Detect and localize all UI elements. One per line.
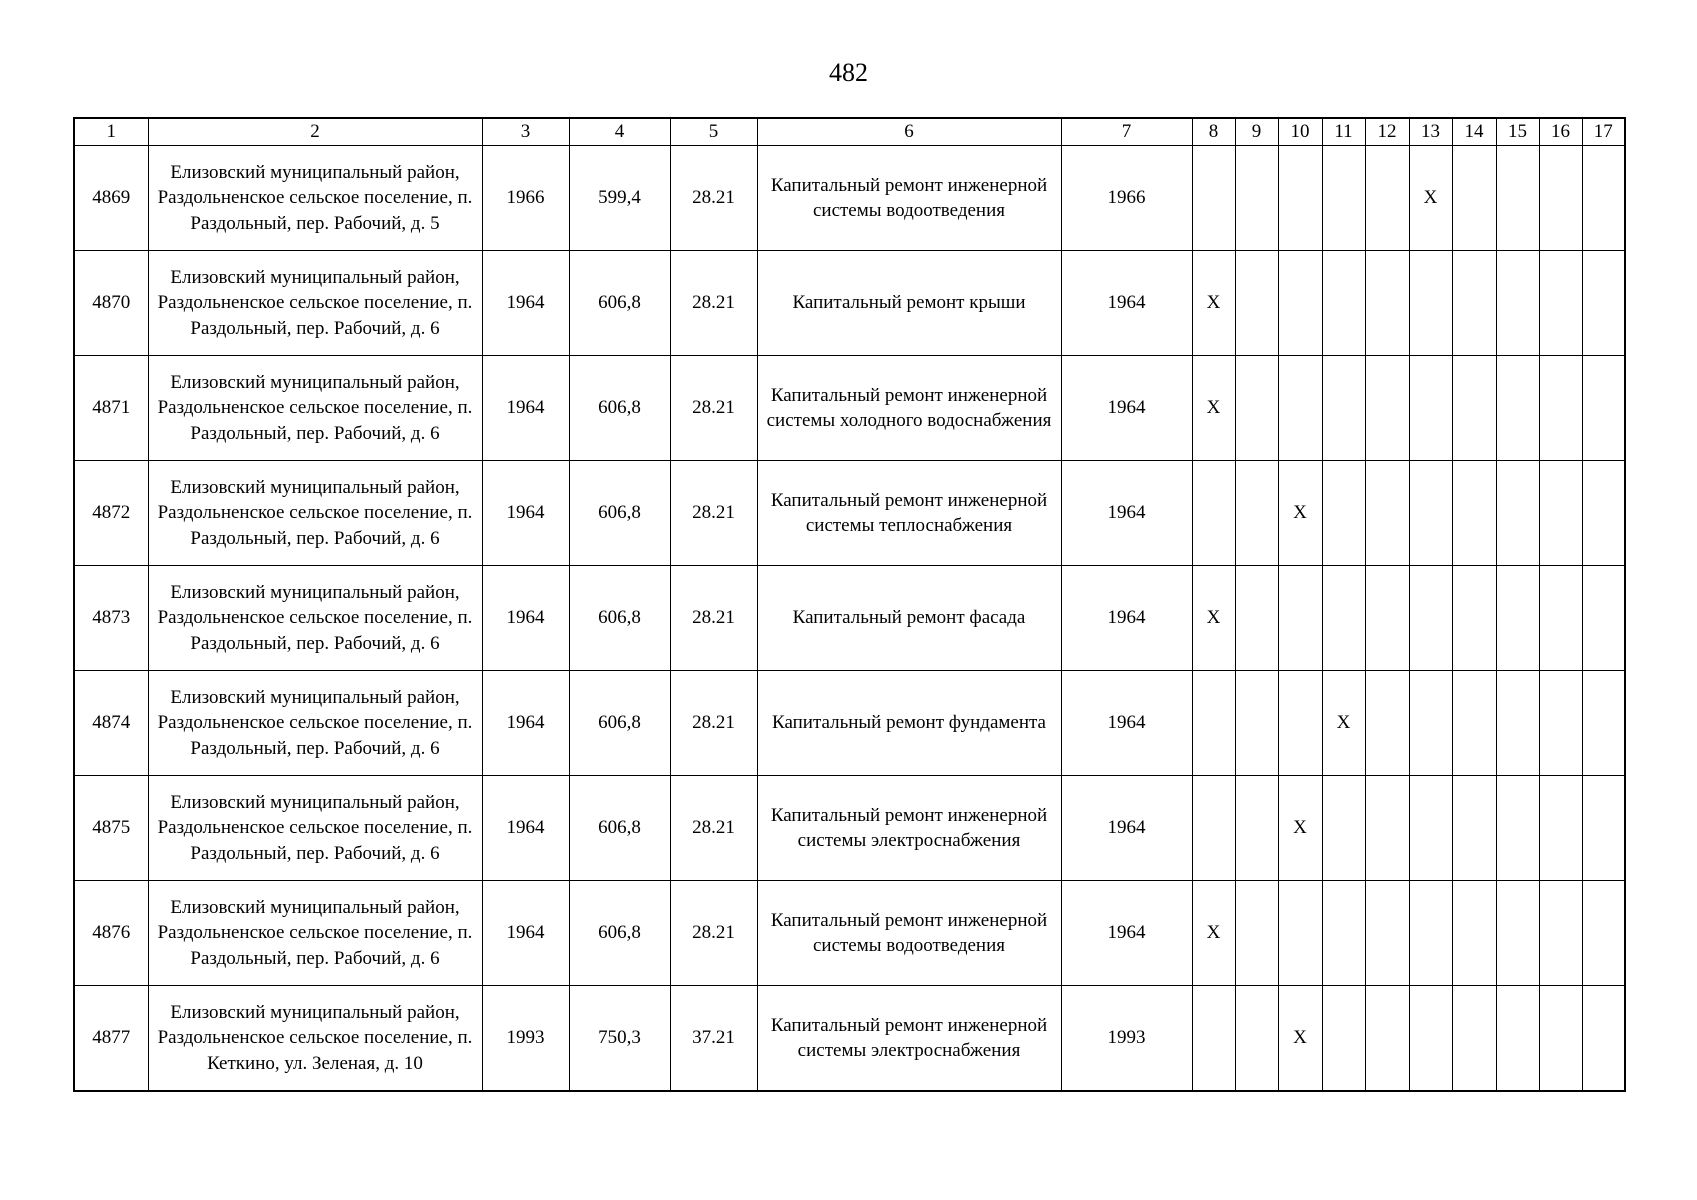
mark-cell-col-14 — [1452, 776, 1496, 881]
mark-cell-col-15 — [1496, 356, 1539, 461]
area-cell: 606,8 — [569, 881, 670, 986]
area-cell: 606,8 — [569, 671, 670, 776]
mark-cell-col-13 — [1409, 776, 1452, 881]
mark-cell-col-14 — [1452, 461, 1496, 566]
column-header-3: 3 — [482, 118, 569, 146]
mark-cell-col-16 — [1539, 776, 1582, 881]
mark-cell-col-9 — [1235, 566, 1278, 671]
mark-cell-col-10 — [1278, 881, 1322, 986]
mark-cell-col-17 — [1582, 776, 1625, 881]
mark-cell-col-8: X — [1192, 566, 1235, 671]
mark-cell-col-16 — [1539, 356, 1582, 461]
column-header-14: 14 — [1452, 118, 1496, 146]
mark-cell-col-10 — [1278, 356, 1322, 461]
mark-cell-col-8: X — [1192, 881, 1235, 986]
planned-year-cell: 1966 — [1061, 146, 1192, 251]
planned-year-cell: 1964 — [1061, 566, 1192, 671]
year-built-cell: 1964 — [482, 251, 569, 356]
mark-cell-col-17 — [1582, 881, 1625, 986]
column-header-9: 9 — [1235, 118, 1278, 146]
mark-cell-col-8 — [1192, 986, 1235, 1092]
page-number: 482 — [829, 58, 868, 87]
mark-cell-col-8 — [1192, 671, 1235, 776]
mark-cell-col-14 — [1452, 356, 1496, 461]
row-number: 4877 — [74, 986, 148, 1092]
column-header-6: 6 — [757, 118, 1061, 146]
column-header-8: 8 — [1192, 118, 1235, 146]
table-row — [74, 461, 1625, 566]
rate-cell: 28.21 — [670, 671, 757, 776]
column-header-2: 2 — [148, 118, 482, 146]
work-type-cell: Капитальный ремонт фундамента — [757, 671, 1061, 776]
mark-cell-col-17 — [1582, 986, 1625, 1092]
mark-cell-col-10 — [1278, 251, 1322, 356]
work-type-cell: Капитальный ремонт инженерной системы холодного водоснабжения — [757, 356, 1061, 461]
mark-cell-col-16 — [1539, 881, 1582, 986]
mark-cell-col-12 — [1365, 671, 1409, 776]
mark-cell-col-13 — [1409, 251, 1452, 356]
mark-cell-col-11 — [1322, 986, 1365, 1092]
address-cell: Елизовский муниципальный район, Раздольненское сельское поселение, п. Кеткино, ул. Зеленая, д. 10 — [148, 986, 482, 1092]
table-row — [74, 251, 1625, 356]
mark-cell-col-13 — [1409, 566, 1452, 671]
column-header-10: 10 — [1278, 118, 1322, 146]
rate-cell: 28.21 — [670, 566, 757, 671]
planned-year-cell: 1964 — [1061, 461, 1192, 566]
mark-cell-col-17 — [1582, 146, 1625, 251]
table-body — [74, 118, 1625, 1091]
mark-cell-col-9 — [1235, 881, 1278, 986]
mark-cell-col-12 — [1365, 881, 1409, 986]
planned-year-cell: 1964 — [1061, 356, 1192, 461]
year-built-cell: 1964 — [482, 566, 569, 671]
column-header-5: 5 — [670, 118, 757, 146]
repair-schedule-table — [73, 117, 1626, 1092]
mark-cell-col-15 — [1496, 251, 1539, 356]
area-cell: 606,8 — [569, 356, 670, 461]
table-row — [74, 146, 1625, 251]
year-built-cell: 1966 — [482, 146, 569, 251]
row-number: 4873 — [74, 566, 148, 671]
address-cell: Елизовский муниципальный район, Раздольненское сельское поселение, п. Раздольный, пер. Рабочий, д. 6 — [148, 461, 482, 566]
area-cell: 606,8 — [569, 251, 670, 356]
address-cell: Елизовский муниципальный район, Раздольненское сельское поселение, п. Раздольный, пер. Рабочий, д. 6 — [148, 566, 482, 671]
rate-cell: 28.21 — [670, 461, 757, 566]
mark-cell-col-9 — [1235, 776, 1278, 881]
mark-cell-col-9 — [1235, 986, 1278, 1092]
table-row — [74, 881, 1625, 986]
address-cell: Елизовский муниципальный район, Раздольненское сельское поселение, п. Раздольный, пер. Рабочий, д. 5 — [148, 146, 482, 251]
column-header-12: 12 — [1365, 118, 1409, 146]
mark-cell-col-16 — [1539, 566, 1582, 671]
address-cell: Елизовский муниципальный район, Раздольненское сельское поселение, п. Раздольный, пер. Рабочий, д. 6 — [148, 881, 482, 986]
table-row — [74, 986, 1625, 1092]
mark-cell-col-9 — [1235, 251, 1278, 356]
mark-cell-col-15 — [1496, 986, 1539, 1092]
mark-cell-col-15 — [1496, 146, 1539, 251]
mark-cell-col-9 — [1235, 356, 1278, 461]
mark-cell-col-11 — [1322, 881, 1365, 986]
mark-cell-col-16 — [1539, 146, 1582, 251]
mark-cell-col-12 — [1365, 146, 1409, 251]
row-number: 4872 — [74, 461, 148, 566]
table-row — [74, 566, 1625, 671]
work-type-cell: Капитальный ремонт фасада — [757, 566, 1061, 671]
row-number: 4871 — [74, 356, 148, 461]
work-type-cell: Капитальный ремонт крыши — [757, 251, 1061, 356]
mark-cell-col-11 — [1322, 461, 1365, 566]
mark-cell-col-8 — [1192, 776, 1235, 881]
mark-cell-col-17 — [1582, 566, 1625, 671]
mark-cell-col-16 — [1539, 461, 1582, 566]
mark-cell-col-15 — [1496, 881, 1539, 986]
work-type-cell: Капитальный ремонт инженерной системы водоотведения — [757, 146, 1061, 251]
mark-cell-col-16 — [1539, 251, 1582, 356]
year-built-cell: 1964 — [482, 881, 569, 986]
mark-cell-col-13 — [1409, 881, 1452, 986]
mark-cell-col-8: X — [1192, 251, 1235, 356]
mark-cell-col-12 — [1365, 776, 1409, 881]
mark-cell-col-13: X — [1409, 146, 1452, 251]
row-number: 4870 — [74, 251, 148, 356]
mark-cell-col-13 — [1409, 986, 1452, 1092]
column-header-11: 11 — [1322, 118, 1365, 146]
column-header-16: 16 — [1539, 118, 1582, 146]
address-cell: Елизовский муниципальный район, Раздольненское сельское поселение, п. Раздольный, пер. Рабочий, д. 6 — [148, 356, 482, 461]
mark-cell-col-17 — [1582, 251, 1625, 356]
mark-cell-col-14 — [1452, 881, 1496, 986]
rate-cell: 28.21 — [670, 356, 757, 461]
planned-year-cell: 1964 — [1061, 776, 1192, 881]
table-row — [74, 776, 1625, 881]
year-built-cell: 1964 — [482, 356, 569, 461]
area-cell: 606,8 — [569, 776, 670, 881]
planned-year-cell: 1964 — [1061, 251, 1192, 356]
area-cell: 606,8 — [569, 566, 670, 671]
mark-cell-col-14 — [1452, 986, 1496, 1092]
mark-cell-col-8: X — [1192, 356, 1235, 461]
mark-cell-col-15 — [1496, 566, 1539, 671]
mark-cell-col-10 — [1278, 146, 1322, 251]
table-row — [74, 671, 1625, 776]
mark-cell-col-14 — [1452, 671, 1496, 776]
mark-cell-col-10 — [1278, 566, 1322, 671]
mark-cell-col-11: X — [1322, 671, 1365, 776]
area-cell: 606,8 — [569, 461, 670, 566]
column-header-17: 17 — [1582, 118, 1625, 146]
mark-cell-col-8 — [1192, 461, 1235, 566]
column-header-13: 13 — [1409, 118, 1452, 146]
column-header-1: 1 — [74, 118, 148, 146]
rate-cell: 28.21 — [670, 776, 757, 881]
mark-cell-col-13 — [1409, 671, 1452, 776]
mark-cell-col-11 — [1322, 356, 1365, 461]
mark-cell-col-11 — [1322, 251, 1365, 356]
area-cell: 750,3 — [569, 986, 670, 1092]
planned-year-cell: 1964 — [1061, 881, 1192, 986]
rate-cell: 37.21 — [670, 986, 757, 1092]
column-header-7: 7 — [1061, 118, 1192, 146]
year-built-cell: 1993 — [482, 986, 569, 1092]
mark-cell-col-16 — [1539, 671, 1582, 776]
column-header-15: 15 — [1496, 118, 1539, 146]
mark-cell-col-15 — [1496, 671, 1539, 776]
mark-cell-col-15 — [1496, 461, 1539, 566]
column-header-4: 4 — [569, 118, 670, 146]
mark-cell-col-12 — [1365, 566, 1409, 671]
row-number: 4874 — [74, 671, 148, 776]
mark-cell-col-10 — [1278, 671, 1322, 776]
table-header-row — [74, 118, 1625, 146]
mark-cell-col-13 — [1409, 356, 1452, 461]
mark-cell-col-13 — [1409, 461, 1452, 566]
mark-cell-col-16 — [1539, 986, 1582, 1092]
mark-cell-col-12 — [1365, 461, 1409, 566]
mark-cell-col-14 — [1452, 146, 1496, 251]
table-row — [74, 356, 1625, 461]
mark-cell-col-11 — [1322, 566, 1365, 671]
year-built-cell: 1964 — [482, 461, 569, 566]
mark-cell-col-12 — [1365, 251, 1409, 356]
mark-cell-col-10: X — [1278, 776, 1322, 881]
mark-cell-col-17 — [1582, 461, 1625, 566]
mark-cell-col-9 — [1235, 146, 1278, 251]
year-built-cell: 1964 — [482, 671, 569, 776]
mark-cell-col-11 — [1322, 146, 1365, 251]
mark-cell-col-10: X — [1278, 986, 1322, 1092]
mark-cell-col-17 — [1582, 356, 1625, 461]
work-type-cell: Капитальный ремонт инженерной системы водоотведения — [757, 881, 1061, 986]
area-cell: 599,4 — [569, 146, 670, 251]
mark-cell-col-10: X — [1278, 461, 1322, 566]
mark-cell-col-12 — [1365, 356, 1409, 461]
mark-cell-col-14 — [1452, 251, 1496, 356]
work-type-cell: Капитальный ремонт инженерной системы электроснабжения — [757, 986, 1061, 1092]
work-type-cell: Капитальный ремонт инженерной системы теплоснабжения — [757, 461, 1061, 566]
mark-cell-col-9 — [1235, 671, 1278, 776]
planned-year-cell: 1964 — [1061, 671, 1192, 776]
row-number: 4875 — [74, 776, 148, 881]
row-number: 4869 — [74, 146, 148, 251]
rate-cell: 28.21 — [670, 251, 757, 356]
year-built-cell: 1964 — [482, 776, 569, 881]
mark-cell-col-11 — [1322, 776, 1365, 881]
planned-year-cell: 1993 — [1061, 986, 1192, 1092]
mark-cell-col-17 — [1582, 671, 1625, 776]
mark-cell-col-12 — [1365, 986, 1409, 1092]
mark-cell-col-14 — [1452, 566, 1496, 671]
address-cell: Елизовский муниципальный район, Раздольненское сельское поселение, п. Раздольный, пер. Рабочий, д. 6 — [148, 251, 482, 356]
address-cell: Елизовский муниципальный район, Раздольненское сельское поселение, п. Раздольный, пер. Рабочий, д. 6 — [148, 671, 482, 776]
address-cell: Елизовский муниципальный район, Раздольненское сельское поселение, п. Раздольный, пер. Рабочий, д. 6 — [148, 776, 482, 881]
work-type-cell: Капитальный ремонт инженерной системы электроснабжения — [757, 776, 1061, 881]
mark-cell-col-8 — [1192, 146, 1235, 251]
rate-cell: 28.21 — [670, 146, 757, 251]
rate-cell: 28.21 — [670, 881, 757, 986]
mark-cell-col-9 — [1235, 461, 1278, 566]
mark-cell-col-15 — [1496, 776, 1539, 881]
row-number: 4876 — [74, 881, 148, 986]
